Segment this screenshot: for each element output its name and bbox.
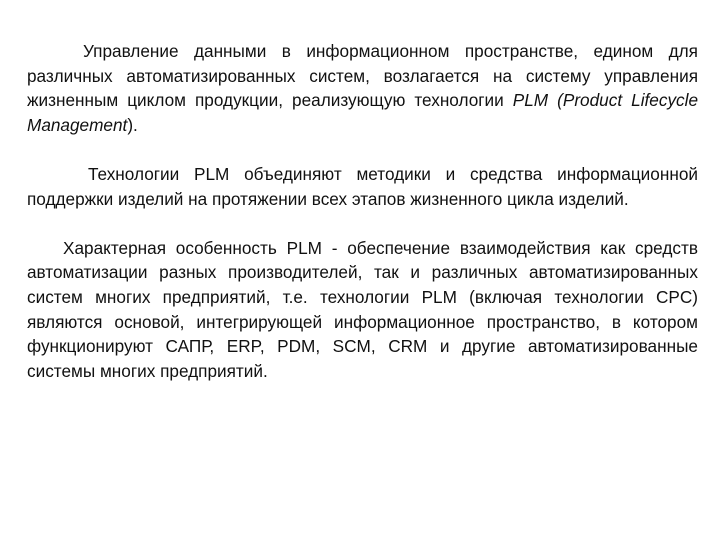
- paragraph-1-lead: Управление данными в информационном пространстве, едином для различных автоматизированных систем, возлагается на систему управления жизненным циклом продукции, реализующую технологии: [27, 41, 698, 111]
- paragraph-plm-data-management: [27, 39, 698, 137]
- paragraph-plm-feature: Характерная особенность PLM - обеспечение взаимодействия как средств автоматизации разных производителей, так и различных автоматизированных систем многих предприятий, т.е. технологии PLM (включая технологии CPC) являются основой, интегрирующей информационное пространство, в котором функционируют САПР, ERP, PDM, SCM, CRM и другие автоматизированные системы многих предприятий.: [27, 237, 698, 381]
- paragraph-plm-technologies: Технологии PLM объединяют методики и средства информационной поддержки изделий на протяжении всех этапов жизненного цикла изделий.: [27, 163, 698, 209]
- paragraph-1-tail: ).: [127, 114, 138, 135]
- slide-text-body: [27, 39, 698, 383]
- plm-term-italic: PLM (Product Lifecycle Management: [27, 90, 699, 135]
